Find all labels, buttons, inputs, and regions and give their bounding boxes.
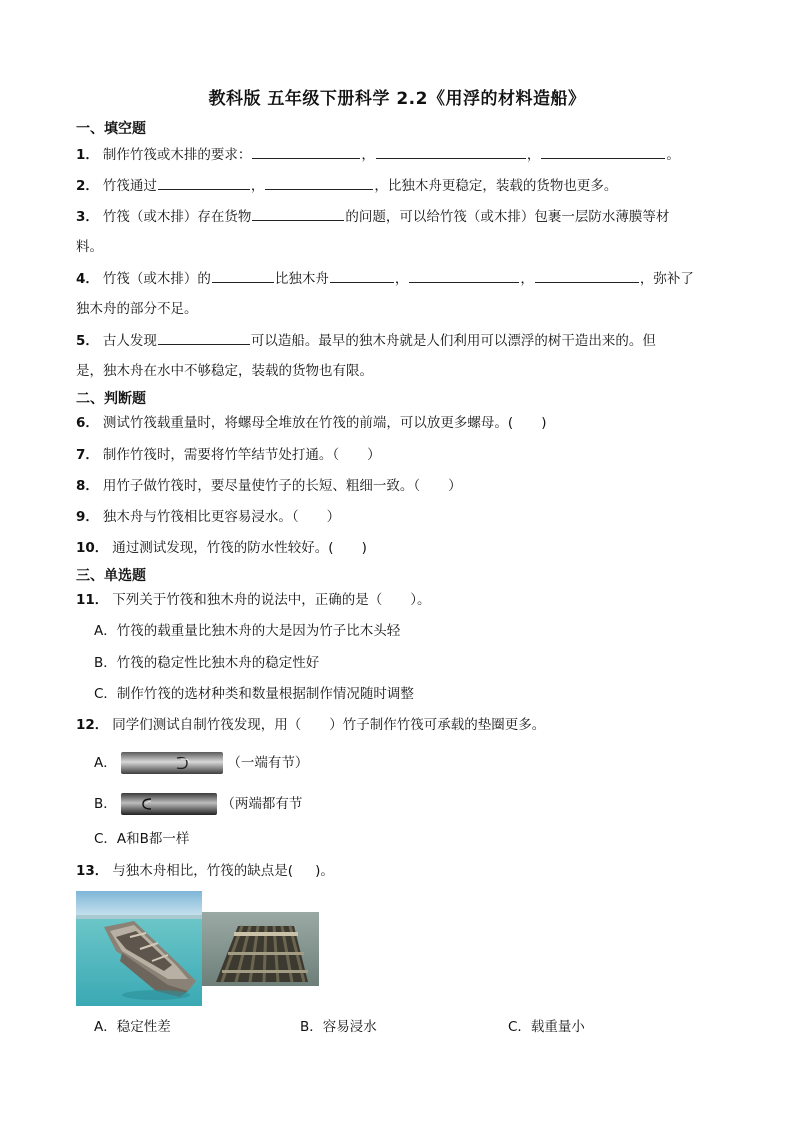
separator: ， [526,147,541,163]
section-heading-true-false: 二、判断题 [76,391,146,407]
q11-option-a[interactable]: A．竹筏的载重量比独木舟的大是因为竹子比木头轻 [94,623,401,639]
separator: 。 [666,147,680,163]
question-number: 13． [76,863,109,879]
bamboo-one-node-image [121,752,223,774]
question-number: 12． [76,717,109,733]
q13-option-b[interactable]: B．容易浸水 [300,1019,377,1035]
answer-blank[interactable] [158,175,250,190]
question-3 [76,206,669,227]
question-number: 10． [76,540,109,556]
question-text: 用竹子做竹筏时，要尽量使竹子的长短、粗细一致。（ [102,478,421,494]
question-text: 同学们测试自制竹筏发现，用（ [112,717,302,733]
section-heading-fill-blank: 一、填空题 [76,121,146,137]
question-number: 6． [76,415,99,431]
separator: ， [520,271,534,287]
dugout-canoe-photo [76,891,202,1006]
question-number: 9． [76,509,99,525]
q12-option-a[interactable] [94,752,308,774]
q13-option-a[interactable]: A．稳定性差 [94,1019,171,1035]
answer-blank[interactable] [330,268,394,283]
question-text: 测试竹筏载重量时，将螺母全堆放在竹筏的前端，可以放更多螺母。( [102,415,514,431]
question-6 [76,413,546,433]
bamboo-raft-photo [202,912,319,986]
question-number: 7． [76,447,99,463]
question-text: 通过测试发现，竹筏的防水性较好。( [112,540,334,556]
question-5 [76,330,656,351]
question-10 [76,538,367,558]
q13-option-c[interactable]: C．载重量小 [508,1019,585,1035]
answer-blank[interactable] [376,144,526,159]
question-number: 5． [76,333,99,349]
option-letter: B． [94,796,117,812]
question-7 [76,445,381,465]
question-text: 比独木舟 [274,271,329,287]
question-9 [76,507,340,527]
answer-blank[interactable] [212,268,274,283]
option-note: （一端有节） [227,755,309,771]
question-text: 独木舟与竹筏相比更容易浸水。（ [102,509,299,525]
question-3-line-2: 料。 [76,239,103,255]
question-text: 竹筏通过 [102,178,157,194]
question-number: 8． [76,478,99,494]
paren-close: ) [361,540,367,556]
question-number: 3． [76,209,99,225]
answer-blank[interactable] [535,268,639,283]
option-letter: A． [94,755,117,771]
paren-close: ） [326,509,341,525]
answer-blank[interactable] [252,206,344,221]
question-12 [76,715,545,735]
question-8 [76,476,462,496]
q12-option-b[interactable] [94,793,302,815]
question-number: 4． [76,271,99,287]
q11-option-b[interactable]: B．竹筏的稳定性比独木舟的稳定性好 [94,655,320,671]
paren-close: )。 [315,863,334,879]
question-text: ）竹子制作竹筏可承载的垫圈更多。 [329,717,546,733]
answer-blank[interactable] [409,268,519,283]
question-text: 竹筏（或木排）存在货物 [102,209,252,225]
section-heading-single-choice: 三、单选题 [76,568,146,584]
option-note: （两端都有节 [221,796,303,812]
question-11 [76,590,431,610]
question-text: 竹筏（或木排）的 [102,271,211,287]
question-13 [76,861,334,881]
answer-blank[interactable] [541,144,665,159]
paren-close: ) [541,415,547,431]
question-text: 可以造船。最早的独木舟就是人们利用可以漂浮的树干造出来的。但 [250,333,656,349]
paren-close: ） [367,447,381,463]
question-number: 1． [76,147,99,163]
q11-option-c[interactable]: C．制作竹筏的选材种类和数量根据制作情况随时调整 [94,686,414,702]
answer-blank[interactable] [158,330,250,345]
question-text: ，比独木舟更稳定，装载的货物也更多。 [374,178,618,194]
page-title: 教科版 五年级下册科学 2.2《用浮的材料造船》 [208,89,586,109]
bamboo-two-nodes-image [121,793,217,815]
question-text: 的问题，可以给竹筏（或木排）包裹一层防水薄膜等材 [345,209,670,225]
question-text: ，弥补了 [639,271,694,287]
q12-option-c[interactable]: C．A和B都一样 [94,831,190,847]
separator: ， [361,147,375,163]
paren-close: ）。 [410,592,431,608]
separator: ， [250,178,265,194]
answer-blank[interactable] [252,144,360,159]
question-4 [76,268,694,289]
paren-close: ） [448,478,462,494]
question-text: 与独木舟相比，竹筏的缺点是( [112,863,294,879]
separator: ， [394,271,409,287]
question-4-line-2: 独木舟的部分不足。 [76,301,198,317]
question-number: 2． [76,178,99,194]
question-number: 11． [76,592,109,608]
answer-blank[interactable] [265,175,373,190]
question-text: 制作竹筏时，需要将竹竿结节处打通。（ [102,447,340,463]
question-2 [76,175,617,196]
question-text: 下列关于竹筏和独木舟的说法中，正确的是（ [112,592,383,608]
question-1 [76,144,680,165]
question-5-line-2: 是，独木舟在水中不够稳定，装载的货物也有限。 [76,363,373,379]
question-text: 制作竹筏或木排的要求： [102,147,252,163]
question-text: 古人发现 [102,333,157,349]
